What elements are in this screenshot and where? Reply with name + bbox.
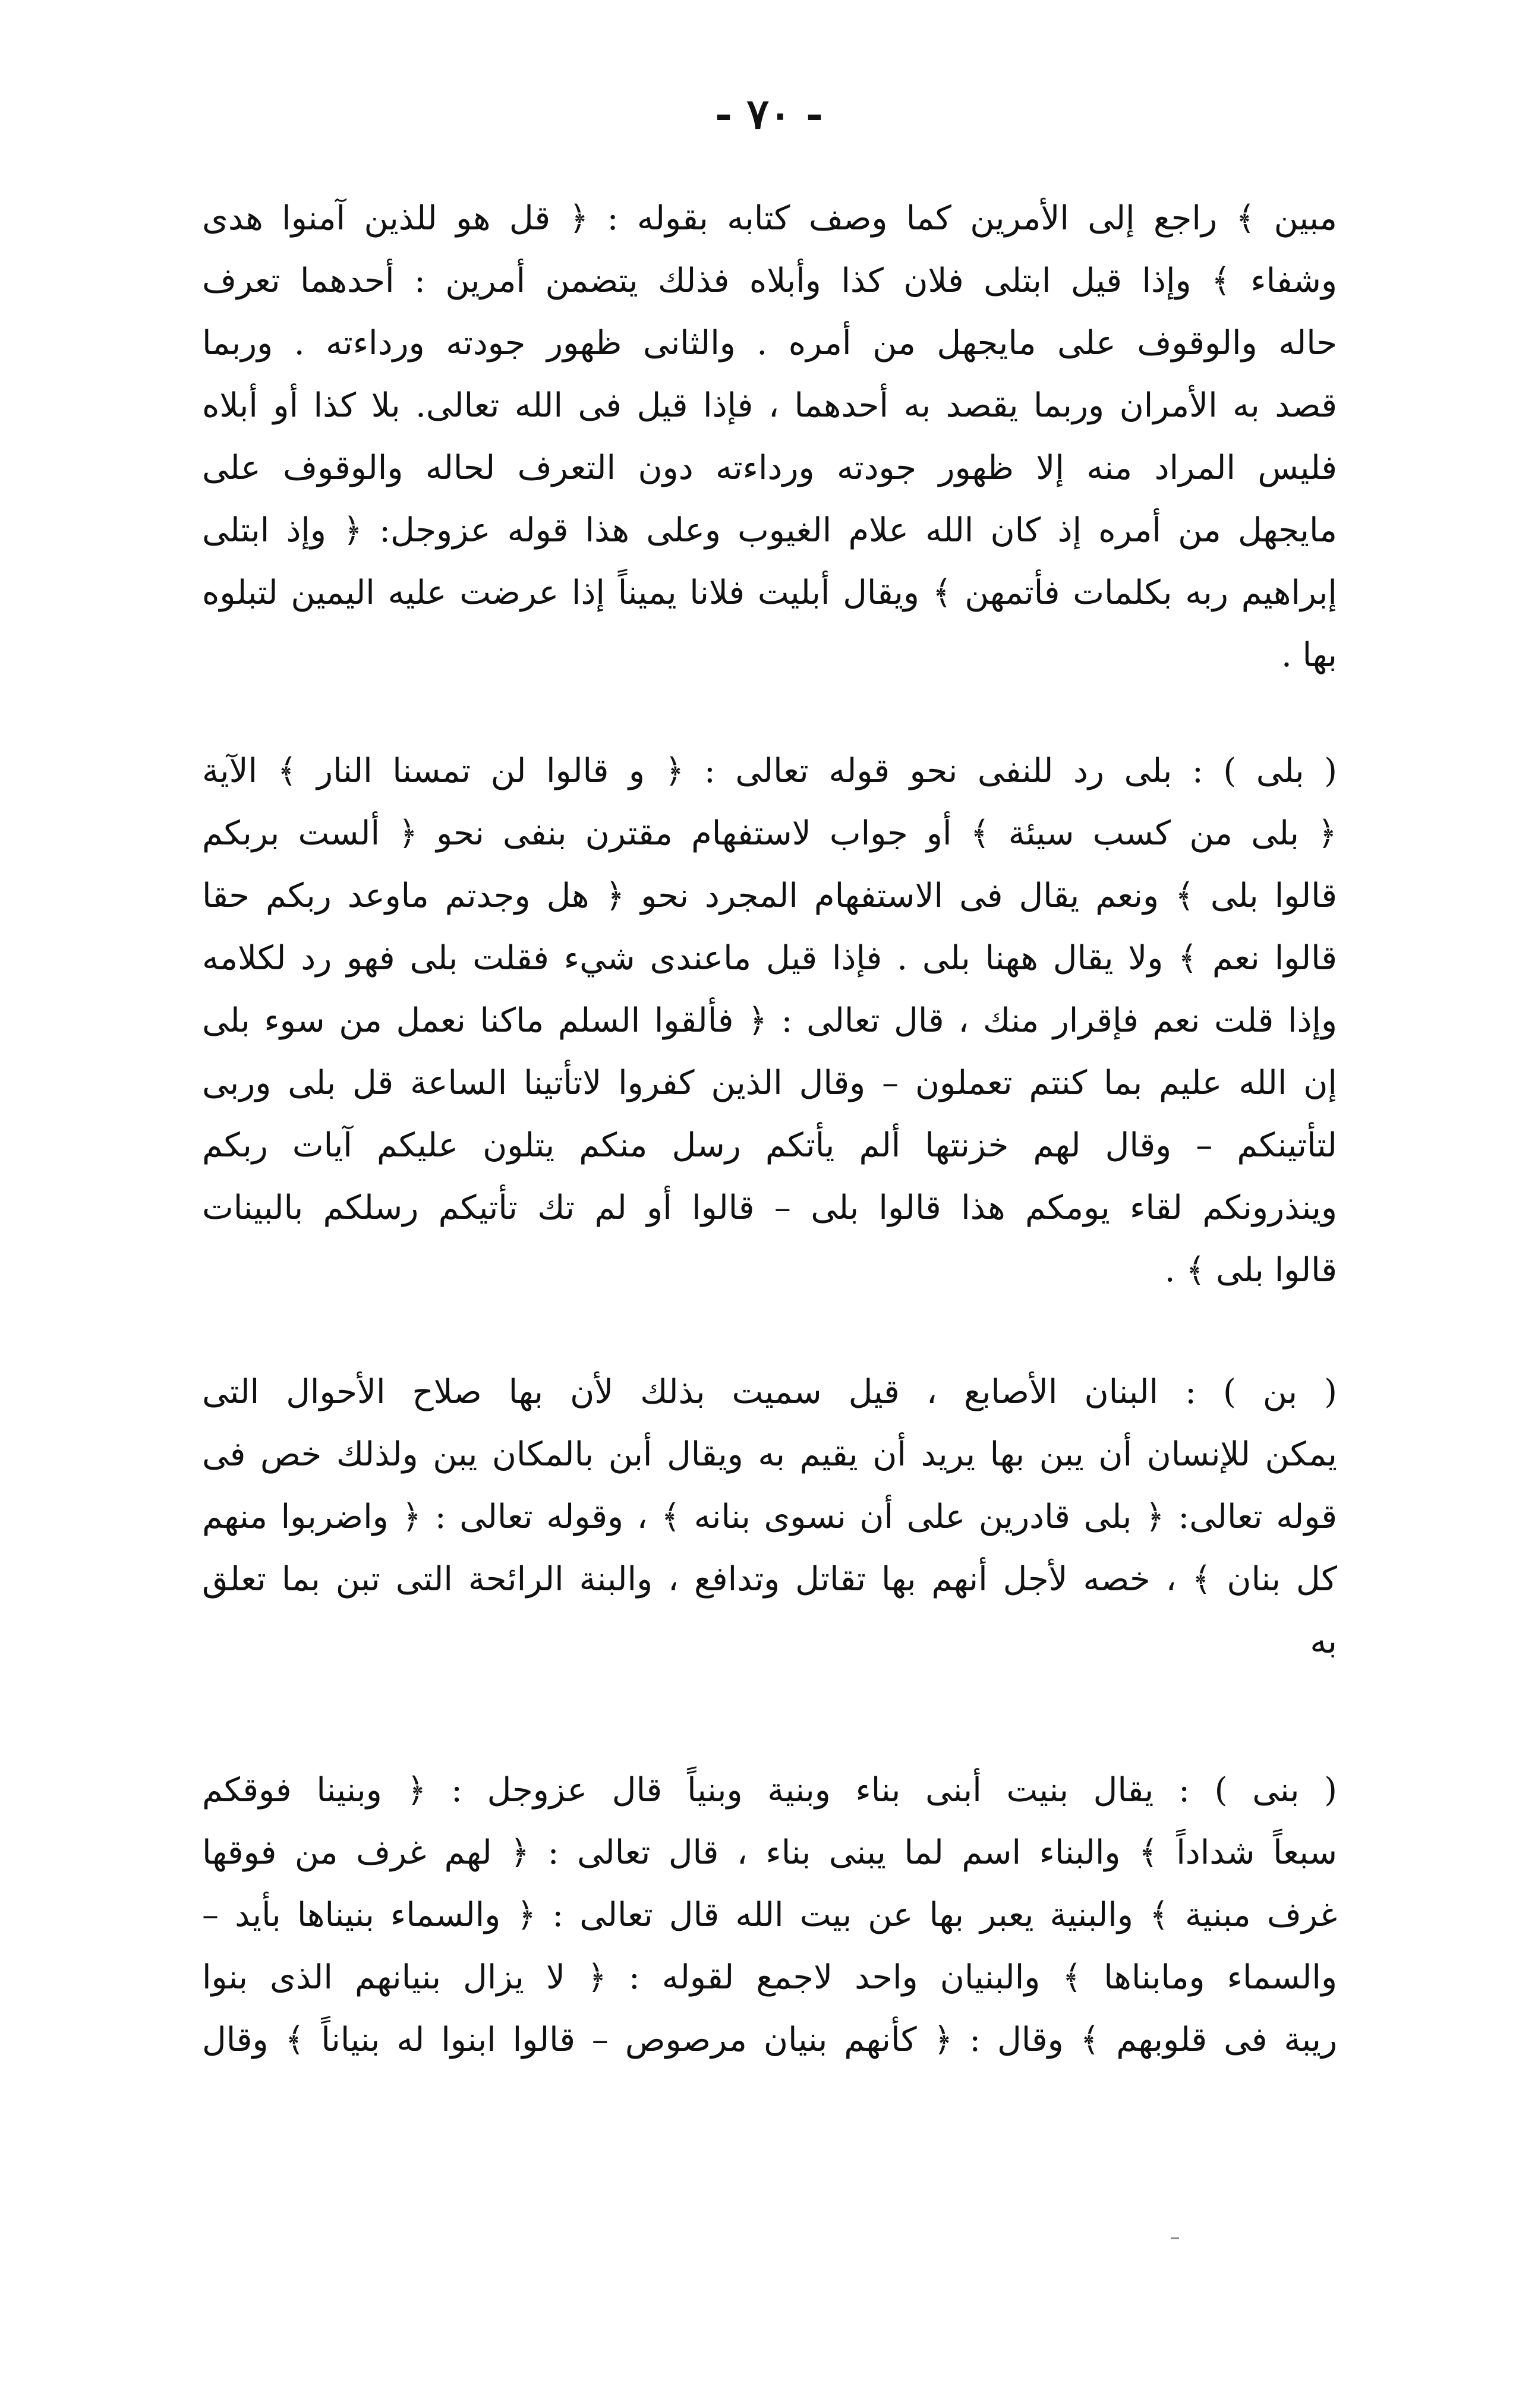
text-line: بها . bbox=[1281, 636, 1337, 675]
text-line: مايجهل من أمره إذ كان الله علام الغيوب وعلى هذا قوله عزوجل: ﴿ وإذ ابتلى bbox=[202, 511, 1337, 550]
text-line: إبراهيم ربه بكلمات فأتمهن ﴾ ويقال أبليت فلانا يميناً إذا عرضت عليه اليمين لتبلوه bbox=[202, 573, 1337, 612]
text-line: قالوا بلى ﴾ . bbox=[1164, 1251, 1337, 1290]
text-line: قالوا بلى ﴾ ونعم يقال فى الاستفهام المجرد نحو ﴿ هل وجدتم ماوعد ربكم حقا bbox=[202, 877, 1337, 915]
text-line: غرف مبنية ﴾ والبنية يعبر بها عن بيت الله قال تعالى : ﴿ والسماء بنيناها بأيد – bbox=[202, 1896, 1337, 1934]
paragraph-bala bbox=[202, 740, 1337, 1301]
scan-mark bbox=[1171, 2237, 1179, 2239]
paragraph-bana bbox=[202, 1759, 1337, 2071]
text-line: قالوا نعم ﴾ ولا يقال ههنا بلى . فإذا قيل ماعندى شيء فقلت بلى فهو رد لكلامه bbox=[202, 939, 1337, 978]
text-line: ( بلى ) : بلى رد للنفى نحو قوله تعالى : ﴿ و قالوا لن تمسنا النار ﴾ الآية bbox=[202, 752, 1337, 790]
text-line: وشفاء ﴾ وإذا قيل ابتلى فلان كذا وأبلاه فذلك يتضمن أمرين : أحدهما تعرف bbox=[202, 261, 1337, 300]
page-number: - ٧٠ - bbox=[714, 89, 824, 138]
text-line: حاله والوقوف على مايجهل من أمره . والثانى ظهور جودته ورداءته . وربما bbox=[202, 324, 1337, 363]
text-line: قوله تعالى: ﴿ بلى قادرين على أن نسوى بنانه ﴾ ، وقوله تعالى : ﴿ واضربوا منهم bbox=[202, 1498, 1337, 1536]
text-line: والسماء ومابناها ﴾ والبنيان واحد لاجمع لقوله : ﴿ لا يزال بنيانهم الذى بنوا bbox=[202, 1958, 1337, 1997]
text-line: ( بن ) : البنان الأصابع ، قيل سميت بذلك لأن بها صلاح الأحوال التى bbox=[202, 1373, 1337, 1411]
text-line: فليس المراد منه إلا ظهور جودته ورداءته دون التعرف لحاله والوقوف على bbox=[202, 449, 1337, 487]
text-line: ( بنى ) : يقال بنيت أبنى بناء وبنية وبنياً قال عزوجل : ﴿ وبنينا فوقكم bbox=[202, 1771, 1337, 1810]
text-line: قصد به الأمران وربما يقصد به أحدهما ، فإذا قيل فى الله تعالى. بلا كذا أو أبلاه bbox=[202, 386, 1337, 425]
text-line: وينذرونكم لقاء يومكم هذا قالوا بلى – قالوا أو لم تك تأتيكم رسلكم بالبينات bbox=[202, 1189, 1337, 1227]
text-line: إن الله عليم بما كنتم تعملون – وقال الذين كفروا لاتأتينا الساعة قل بلى وربى bbox=[202, 1064, 1337, 1102]
text-line: ﴿ بلى من كسب سيئة ﴾ أو جواب لاستفهام مقترن بنفى نحو ﴿ ألست بربكم bbox=[202, 814, 1337, 853]
text-line: ريبة فى قلوبهم ﴾ وقال : ﴿ كأنهم بنيان مرصوص – قالوا ابنوا له بنياناً ﴾ وقال bbox=[202, 2021, 1337, 2059]
text-line: كل بنان ﴾ ، خصه لأجل أنهم بها تقاتل وتدافع ، والبنة الرائحة التى تبن بما تعلق bbox=[202, 1560, 1337, 1599]
text-line: يمكن للإنسان أن يبن بها يريد أن يقيم به ويقال أبن بالمكان يبن ولذلك خص فى bbox=[202, 1435, 1337, 1474]
text-line: مبين ﴾ راجع إلى الأمرين كما وصف كتابه بقوله : ﴿ قل هو للذين آمنوا هدى bbox=[202, 199, 1337, 238]
text-line: وإذا قلت نعم فإقرار منك ، قال تعالى : ﴿ فألقوا السلم ماكنا نعمل من سوء بلى bbox=[202, 1001, 1337, 1040]
text-line: سبعاً شداداً ﴾ والبناء اسم لما يبنى بناء ، قال تعالى : ﴿ لهم غرف من فوقها bbox=[202, 1833, 1337, 1872]
text-line: لتأتينكم – وقال لهم خزنتها ألم يأتكم رسل منكم يتلون عليكم آيات ربكم bbox=[202, 1126, 1337, 1165]
paragraph-bann bbox=[202, 1361, 1337, 1673]
text-line: به bbox=[1310, 1622, 1337, 1661]
paragraph-ibtala bbox=[202, 187, 1337, 686]
